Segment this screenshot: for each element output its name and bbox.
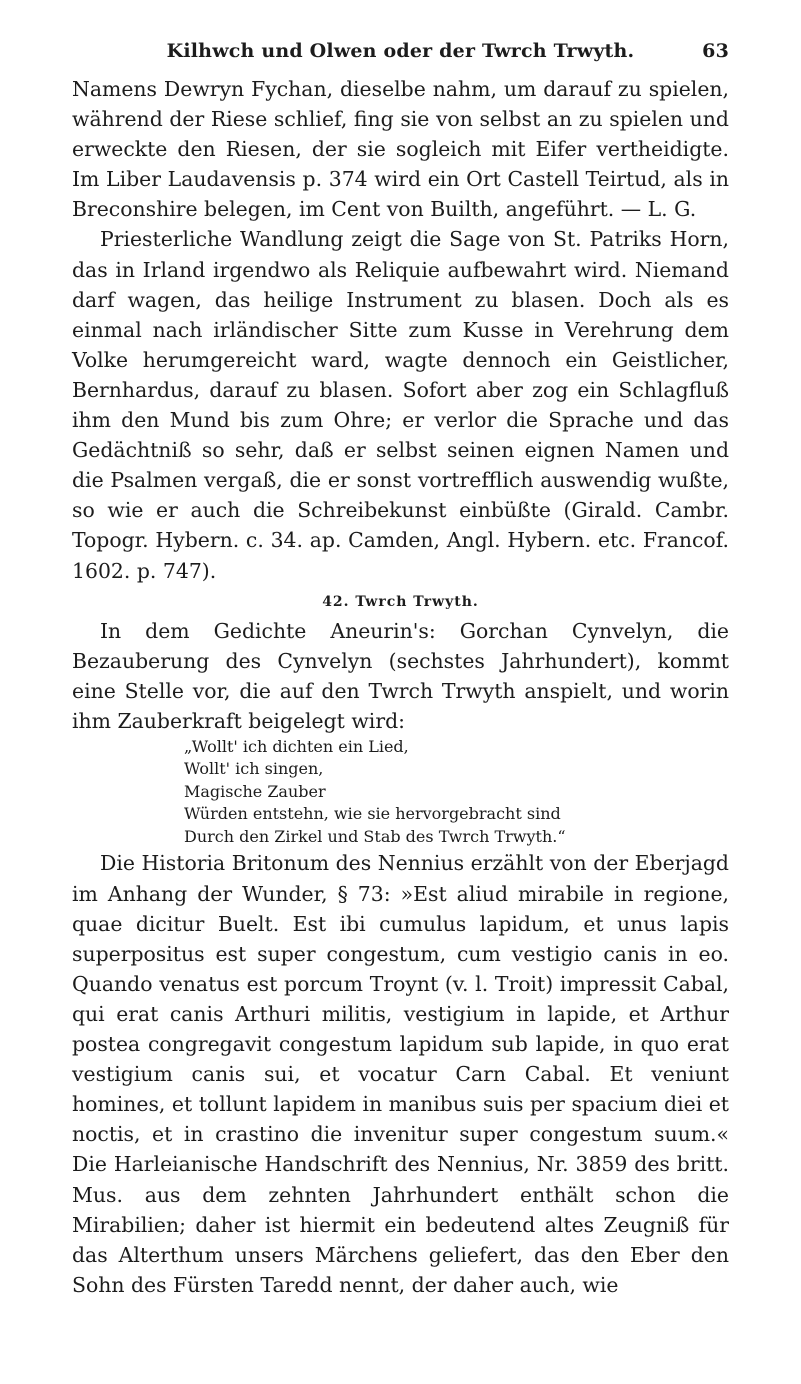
verse-line: Magische Zauber	[184, 781, 326, 801]
paragraph-aneurin: In dem Gedichte Aneurin's: Gorchan Cynvelyn, die Bezauberung des Cynvelyn (sechstes Jahrhundert), kommt eine Stelle vor, die auf den Twrch Trwyth anspielt, und worin ihm Zauberkraft beigelegt wird:	[72, 618, 729, 733]
paragraph-historia-britonum: Die Historia Britonum des Nennius erzählt von der Eberjagd im Anhang der Wunder, § 73: »Est aliud mirabile in regione, quae dicitur Buelt. Est ibi cumulus lapidum, et unus lapis superpositus est super congestum, cum vestigio canis in eo. Quando venatus est porcum Troynt (v. l. Troit) impressit Cabal, qui erat canis Arthuri militis, vestigium in lapide, et Arthur postea congregavit congestum lapidum sub lapide, in quo erat vestigium canis sui, et vocatur Carn Cabal. Et veniunt homines, et tollunt lapidem in manibus suis per spacium diei et noctis, et in crastino die invenitur super congestum suum.« Die Harleianische Handschrift des Nennius, Nr. 3859 des britt. Mus. aus dem zehnten Jahrhundert enthält schon die Mirabilien; daher ist hiermit ein bedeutend altes Zeugniß für das Alterthum unsers Märchens geliefert, das den Eber den Sohn des Fürsten Taredd nennt, der daher auch, wie	[72, 851, 729, 1297]
paragraph-patrick-horn: Priesterliche Wandlung zeigt die Sage von St. Patriks Horn, das in Irland irgendwo als Reliquie aufbewahrt wird. Niemand darf wagen, das heilige Instrument zu blasen. Doch als es einmal nach irländischer Sitte zum Kusse in Verehrung dem Volke herumgereicht ward, wagte dennoch ein Geistlicher, Bernhardus, darauf zu blasen. Sofort aber zog ein Schlagfluß ihm den Mund bis zum Ohre; er verlor die Sprache und das Gedächtniß so sehr, daß er selbst seinen eignen Namen und die Psalmen vergaß, die er sonst vortrefflich auswendig wußte, so wie er auch die Schreibekunst einbüßte (Girald. Cambr. Topogr. Hybern. c. 34. ap. Camden, Angl. Hybern. etc. Francof. 1602. p. 747).	[72, 227, 729, 583]
verse-line: Würden entstehn, wie sie hervorgebracht sind	[184, 804, 561, 824]
verse-line: „Wollt' ich dichten ein Lied,	[184, 736, 409, 756]
running-title: Kilhwch und Olwen oder der Twrch Trwyth.	[166, 40, 635, 62]
verse-line: Durch den Zirkel und Stab des Twrch Trwyth.“	[184, 826, 566, 846]
body-text	[72, 74, 729, 1300]
verse-quote	[184, 736, 729, 849]
verse-line: Wollt' ich singen,	[184, 759, 324, 779]
section-heading: 42. Twrch Trwyth.	[322, 593, 479, 610]
page-number: 63	[702, 40, 729, 62]
running-head	[72, 40, 729, 74]
paragraph-continuation: Namens Dewryn Fychan, dieselbe nahm, um darauf zu spielen, während der Riese schlief, fing sie von selbst an zu spielen und erweckte den Riesen, der sie sogleich mit Eifer vertheidigte. Im Liber Laudavensis p. 374 wird ein Ort Castell Teirtud, als in Breconshire belegen, im Cent von Builth, angeführt. — L. G.	[72, 77, 729, 222]
